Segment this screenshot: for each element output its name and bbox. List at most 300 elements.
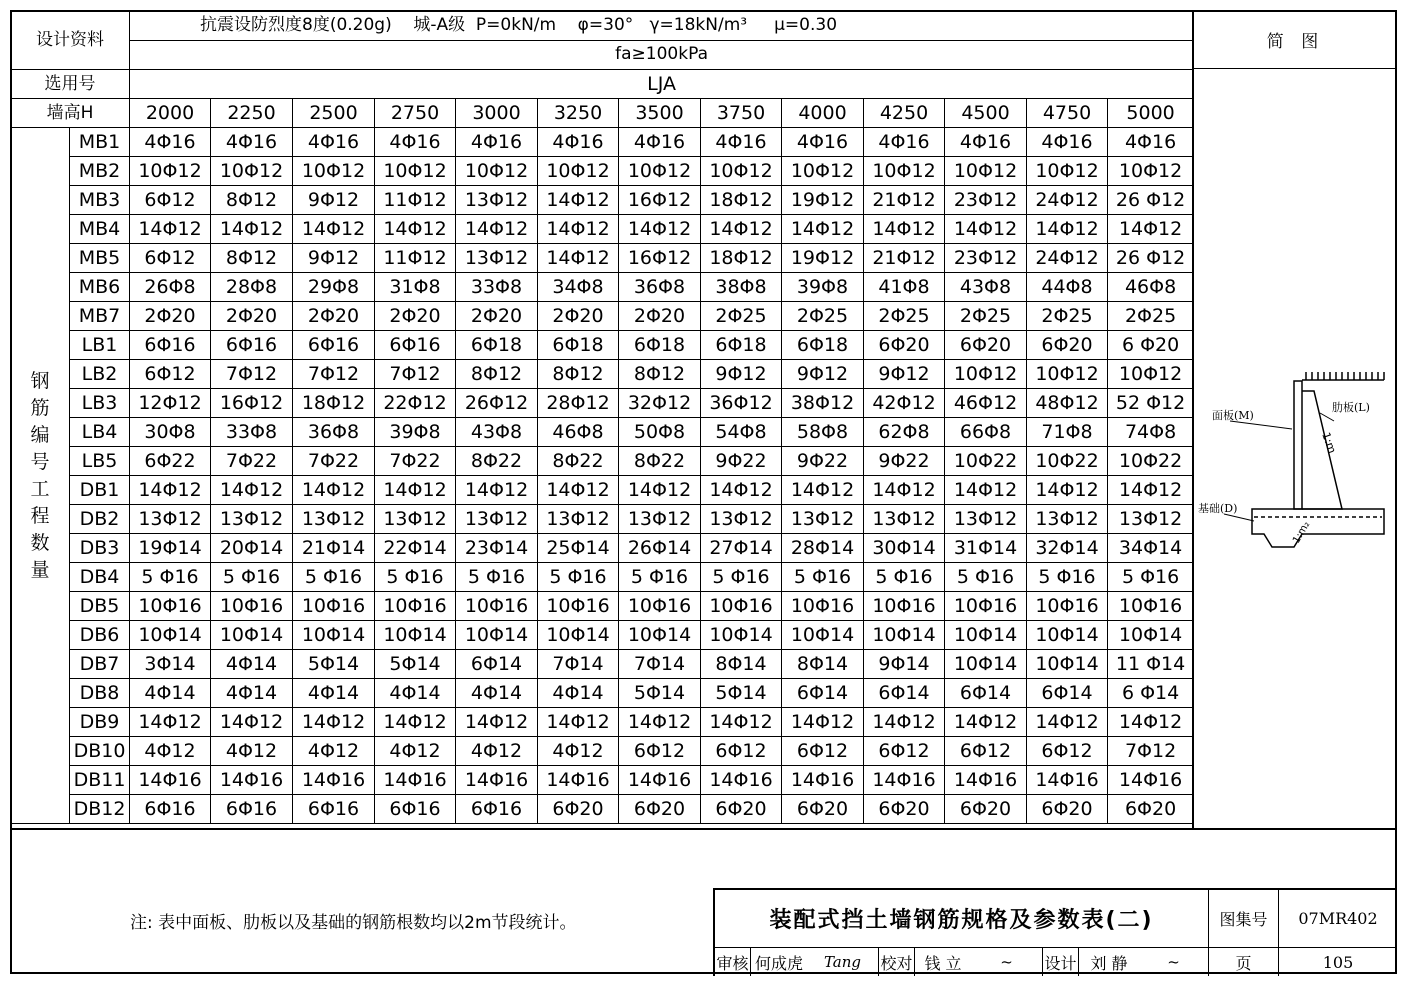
rebar-value-cell: 10Φ14 — [130, 621, 211, 650]
rebar-value-cell: 8Φ12 — [211, 186, 293, 215]
rebar-value-cell: 10Φ16 — [456, 592, 538, 621]
table-row — [11, 563, 1194, 592]
rebar-value-cell: 10Φ14 — [293, 621, 375, 650]
diagram-panel — [1192, 10, 1397, 828]
rebar-value-cell: 7Φ22 — [375, 447, 456, 476]
rebar-value-cell: 22Φ12 — [375, 389, 456, 418]
rebar-value-cell: 5 Φ16 — [211, 563, 293, 592]
rebar-value-cell: 6Φ16 — [293, 331, 375, 360]
rebar-value-cell: 48Φ12 — [1027, 389, 1108, 418]
vertical-label-char: 编 — [30, 423, 50, 446]
rebar-value-cell: 13Φ12 — [130, 505, 211, 534]
rebar-value-cell: 46Φ8 — [538, 418, 619, 447]
diagram-title: 简 图 — [1194, 10, 1397, 69]
rebar-value-cell: 6Φ20 — [701, 795, 782, 824]
rebar-value-cell: 8Φ12 — [619, 360, 701, 389]
rebar-value-cell: 14Φ16 — [130, 766, 211, 795]
rebar-value-cell: 13Φ12 — [456, 244, 538, 273]
rebar-value-cell: 2Φ25 — [1027, 302, 1108, 331]
rebar-value-cell: 10Φ12 — [375, 157, 456, 186]
rebar-value-cell: 16Φ12 — [211, 389, 293, 418]
rebar-value-cell: 39Φ8 — [375, 418, 456, 447]
rebar-value-cell: 14Φ12 — [1108, 708, 1194, 737]
table-row — [11, 505, 1194, 534]
rebar-value-cell: 6Φ12 — [130, 360, 211, 389]
rebar-value-cell: 9Φ22 — [782, 447, 864, 476]
rebar-value-cell: 6Φ12 — [130, 186, 211, 215]
rebar-value-cell: 36Φ8 — [619, 273, 701, 302]
rebar-id-cell: DB3 — [70, 534, 130, 563]
rebar-value-cell: 6Φ18 — [782, 331, 864, 360]
rebar-value-cell: 10Φ22 — [1108, 447, 1194, 476]
rebar-value-cell: 36Φ8 — [293, 418, 375, 447]
wall-height-cell: 2250 — [211, 99, 293, 128]
rebar-value-cell: 4Φ12 — [211, 737, 293, 766]
rib-label: 肋板(L) — [1332, 401, 1370, 414]
rebar-value-cell: 4Φ12 — [130, 737, 211, 766]
rebar-value-cell: 14Φ12 — [619, 708, 701, 737]
rebar-value-cell: 5 Φ16 — [619, 563, 701, 592]
rebar-quantity-vertical-label — [11, 128, 70, 824]
rebar-value-cell: 10Φ14 — [1108, 621, 1194, 650]
footnote: 注: 表中面板、肋板以及基础的钢筋根数均以2m节段统计。 — [130, 913, 577, 933]
rebar-value-cell: 14Φ12 — [782, 708, 864, 737]
rebar-value-cell: 10Φ14 — [1027, 650, 1108, 679]
rebar-value-cell: 6Φ12 — [130, 244, 211, 273]
rebar-value-cell: 3Φ14 — [130, 650, 211, 679]
rebar-value-cell: 4Φ16 — [864, 128, 945, 157]
page-label: 页 — [1209, 948, 1279, 976]
bearing-capacity: fa≥100kPa — [130, 40, 1194, 70]
rebar-value-cell: 2Φ25 — [864, 302, 945, 331]
rebar-value-cell: 10Φ12 — [945, 360, 1027, 389]
rebar-value-cell: 13Φ12 — [375, 505, 456, 534]
rebar-id-cell: MB2 — [70, 157, 130, 186]
wall-height-cell: 4000 — [782, 99, 864, 128]
wall-height-cell: 3250 — [538, 99, 619, 128]
rebar-value-cell: 25Φ14 — [538, 534, 619, 563]
rebar-value-cell: 14Φ12 — [293, 476, 375, 505]
rebar-id-cell: MB4 — [70, 215, 130, 244]
bottom-area — [10, 828, 1397, 974]
rebar-value-cell: 10Φ16 — [211, 592, 293, 621]
rebar-value-cell: 6Φ20 — [619, 795, 701, 824]
wall-height-label: 墙高H — [11, 99, 130, 128]
rebar-value-cell: 6Φ16 — [375, 331, 456, 360]
rebar-value-cell: 62Φ8 — [864, 418, 945, 447]
rebar-value-cell: 26 Φ12 — [1108, 186, 1194, 215]
atlas-number: 07MR402 — [1279, 890, 1397, 948]
rebar-value-cell: 6Φ20 — [864, 331, 945, 360]
rebar-value-cell: 4Φ16 — [375, 128, 456, 157]
rebar-value-cell: 18Φ12 — [293, 389, 375, 418]
rebar-value-cell: 14Φ12 — [538, 708, 619, 737]
rebar-value-cell: 2Φ20 — [211, 302, 293, 331]
title-block — [713, 888, 1397, 976]
rebar-value-cell: 10Φ12 — [619, 157, 701, 186]
rebar-value-cell: 6Φ22 — [130, 447, 211, 476]
rebar-value-cell: 14Φ16 — [538, 766, 619, 795]
rebar-value-cell: 14Φ12 — [375, 708, 456, 737]
rebar-value-cell: 14Φ12 — [456, 215, 538, 244]
rebar-value-cell: 4Φ16 — [456, 128, 538, 157]
rebar-value-cell: 10Φ16 — [864, 592, 945, 621]
rebar-value-cell: 6Φ14 — [864, 679, 945, 708]
rebar-id-cell: DB8 — [70, 679, 130, 708]
rebar-value-cell: 2Φ25 — [1108, 302, 1194, 331]
slope-label-base: 1:m₂ — [1291, 519, 1313, 546]
table-row — [11, 447, 1194, 476]
rebar-value-cell: 31Φ8 — [375, 273, 456, 302]
rebar-value-cell: 8Φ22 — [619, 447, 701, 476]
rebar-value-cell: 10Φ14 — [1027, 621, 1108, 650]
panel-leader — [1230, 421, 1292, 429]
rebar-value-cell: 13Φ12 — [538, 505, 619, 534]
rebar-value-cell: 5Φ14 — [619, 679, 701, 708]
table-row — [11, 708, 1194, 737]
rebar-value-cell: 38Φ8 — [701, 273, 782, 302]
rebar-value-cell: 6Φ16 — [211, 331, 293, 360]
rebar-value-cell: 13Φ12 — [945, 505, 1027, 534]
rebar-value-cell: 14Φ16 — [1027, 766, 1108, 795]
rebar-value-cell: 8Φ22 — [456, 447, 538, 476]
wall-height-cell: 3000 — [456, 99, 538, 128]
rebar-value-cell: 2Φ20 — [293, 302, 375, 331]
design-data-label: 设计资料 — [11, 11, 130, 70]
rebar-value-cell: 24Φ12 — [1027, 244, 1108, 273]
rebar-value-cell: 6Φ16 — [211, 795, 293, 824]
rebar-value-cell: 46Φ12 — [945, 389, 1027, 418]
foundation-shape — [1252, 509, 1384, 547]
rebar-value-cell: 14Φ16 — [375, 766, 456, 795]
vertical-label-char: 程 — [30, 504, 50, 527]
wall-height-cell: 2000 — [130, 99, 211, 128]
rebar-value-cell: 28Φ12 — [538, 389, 619, 418]
rebar-value-cell: 6Φ12 — [619, 737, 701, 766]
rebar-value-cell: 46Φ8 — [1108, 273, 1194, 302]
rebar-value-cell: 36Φ12 — [701, 389, 782, 418]
rebar-value-cell: 4Φ14 — [375, 679, 456, 708]
rebar-value-cell: 10Φ14 — [538, 621, 619, 650]
rebar-value-cell: 4Φ16 — [538, 128, 619, 157]
rebar-value-cell: 14Φ12 — [1027, 708, 1108, 737]
rebar-value-cell: 13Φ12 — [456, 505, 538, 534]
rebar-value-cell: 14Φ16 — [456, 766, 538, 795]
rebar-value-cell: 28Φ8 — [211, 273, 293, 302]
rebar-value-cell: 33Φ8 — [456, 273, 538, 302]
rebar-value-cell: 9Φ12 — [293, 186, 375, 215]
rebar-value-cell: 4Φ14 — [211, 679, 293, 708]
retaining-wall-diagram — [1194, 69, 1397, 829]
rebar-value-cell: 10Φ16 — [701, 592, 782, 621]
page-number: 105 — [1322, 952, 1354, 972]
rebar-value-cell: 14Φ12 — [701, 476, 782, 505]
rebar-id-cell: DB6 — [70, 621, 130, 650]
rebar-value-cell: 12Φ12 — [130, 389, 211, 418]
rebar-value-cell: 9Φ12 — [293, 244, 375, 273]
rebar-value-cell: 14Φ12 — [211, 215, 293, 244]
base-leader — [1224, 514, 1254, 521]
rebar-value-cell: 9Φ12 — [782, 360, 864, 389]
rebar-value-cell: 5 Φ16 — [945, 563, 1027, 592]
rebar-value-cell: 5 Φ16 — [375, 563, 456, 592]
rebar-value-cell: 7Φ14 — [538, 650, 619, 679]
rebar-value-cell: 10Φ14 — [945, 650, 1027, 679]
rebar-value-cell: 29Φ8 — [293, 273, 375, 302]
rebar-value-cell: 14Φ12 — [701, 708, 782, 737]
rebar-value-cell: 21Φ12 — [864, 244, 945, 273]
rebar-value-cell: 4Φ12 — [375, 737, 456, 766]
table-row — [11, 360, 1194, 389]
rebar-value-cell: 11Φ12 — [375, 186, 456, 215]
reviewer-name: 何成虎 — [754, 953, 803, 973]
table-row — [11, 331, 1194, 360]
rebar-value-cell: 14Φ12 — [293, 708, 375, 737]
check-label: 校对 — [879, 948, 915, 976]
rebar-value-cell: 14Φ12 — [456, 708, 538, 737]
rebar-value-cell: 6Φ16 — [293, 795, 375, 824]
rebar-value-cell: 10Φ12 — [945, 157, 1027, 186]
table-row — [11, 766, 1194, 795]
vertical-label-char: 量 — [30, 558, 50, 581]
rebar-value-cell: 7Φ22 — [293, 447, 375, 476]
rebar-value-cell: 10Φ16 — [619, 592, 701, 621]
rebar-value-cell: 14Φ16 — [619, 766, 701, 795]
rebar-value-cell: 5 Φ16 — [701, 563, 782, 592]
table-row — [11, 621, 1194, 650]
vertical-label-char: 钢 — [30, 369, 50, 392]
rebar-value-cell: 5 Φ16 — [782, 563, 864, 592]
rebar-value-cell: 13Φ12 — [456, 186, 538, 215]
table-row — [11, 592, 1194, 621]
slope-label-rib: 1:m — [1319, 430, 1339, 456]
ground-hatch — [1306, 372, 1384, 380]
wall-height-cell: 2500 — [293, 99, 375, 128]
rebar-value-cell: 10Φ16 — [130, 592, 211, 621]
rebar-value-cell: 5 Φ16 — [1108, 563, 1194, 592]
vertical-label-char: 筋 — [30, 396, 50, 419]
rebar-value-cell: 22Φ14 — [375, 534, 456, 563]
rebar-value-cell: 10Φ16 — [1027, 592, 1108, 621]
rebar-value-cell: 7Φ12 — [1108, 737, 1194, 766]
rebar-id-cell: MB7 — [70, 302, 130, 331]
rebar-value-cell: 6Φ14 — [782, 679, 864, 708]
rebar-value-cell: 10Φ12 — [1027, 157, 1108, 186]
rebar-value-cell: 14Φ12 — [211, 476, 293, 505]
rebar-value-cell: 6Φ20 — [864, 795, 945, 824]
rebar-value-cell: 30Φ8 — [130, 418, 211, 447]
rebar-spec-table — [10, 10, 1194, 824]
rebar-value-cell: 13Φ12 — [782, 505, 864, 534]
rebar-value-cell: 6Φ20 — [1027, 795, 1108, 824]
rebar-id-cell: DB12 — [70, 795, 130, 824]
rebar-value-cell: 14Φ16 — [701, 766, 782, 795]
table-row — [11, 476, 1194, 505]
rebar-value-cell: 52 Φ12 — [1108, 389, 1194, 418]
rebar-value-cell: 4Φ16 — [619, 128, 701, 157]
designer-name: 刘 静 — [1090, 953, 1128, 973]
rebar-value-cell: 10Φ12 — [211, 157, 293, 186]
design-label: 设计 — [1043, 948, 1079, 976]
rebar-value-cell: 6 Φ20 — [1108, 331, 1194, 360]
reviewer-signature: Tang — [807, 948, 879, 976]
rebar-value-cell: 32Φ12 — [619, 389, 701, 418]
rebar-value-cell: 21Φ14 — [293, 534, 375, 563]
checker-name: 钱 立 — [924, 953, 962, 973]
rebar-value-cell: 23Φ12 — [945, 244, 1027, 273]
rebar-value-cell: 6Φ18 — [701, 331, 782, 360]
rebar-value-cell: 10Φ16 — [538, 592, 619, 621]
rebar-value-cell: 14Φ12 — [864, 215, 945, 244]
vertical-label-char: 工 — [30, 477, 50, 500]
rebar-value-cell: 4Φ16 — [211, 128, 293, 157]
rebar-value-cell: 4Φ16 — [1108, 128, 1194, 157]
rebar-value-cell: 14Φ12 — [130, 708, 211, 737]
rebar-value-cell: 10Φ12 — [782, 157, 864, 186]
rebar-value-cell: 8Φ14 — [701, 650, 782, 679]
rebar-value-cell: 14Φ16 — [293, 766, 375, 795]
rebar-value-cell: 54Φ8 — [701, 418, 782, 447]
vertical-label-char: 号 — [30, 450, 50, 473]
face-panel-shape — [1294, 381, 1302, 509]
wall-height-cell: 3750 — [701, 99, 782, 128]
rebar-value-cell: 7Φ12 — [375, 360, 456, 389]
rebar-value-cell: 14Φ16 — [1108, 766, 1194, 795]
rebar-value-cell: 33Φ8 — [211, 418, 293, 447]
rebar-value-cell: 26Φ14 — [619, 534, 701, 563]
rib-leader — [1320, 413, 1334, 421]
rebar-value-cell: 2Φ25 — [945, 302, 1027, 331]
rebar-value-cell: 4Φ16 — [782, 128, 864, 157]
rebar-id-cell: DB11 — [70, 766, 130, 795]
rebar-value-cell: 6Φ16 — [130, 331, 211, 360]
rebar-id-cell: MB5 — [70, 244, 130, 273]
designer-signature: ~ — [1139, 948, 1209, 976]
rebar-value-cell: 6Φ14 — [1027, 679, 1108, 708]
rebar-value-cell: 13Φ12 — [211, 505, 293, 534]
rebar-value-cell: 13Φ12 — [864, 505, 945, 534]
rebar-id-cell: DB2 — [70, 505, 130, 534]
rebar-value-cell: 8Φ12 — [538, 360, 619, 389]
rebar-value-cell: 2Φ20 — [456, 302, 538, 331]
rebar-id-cell: DB10 — [70, 737, 130, 766]
wall-height-cell: 4500 — [945, 99, 1027, 128]
rebar-value-cell: 18Φ12 — [701, 244, 782, 273]
atlas-label: 图集号 — [1209, 890, 1279, 948]
rebar-value-cell: 5 Φ16 — [1027, 563, 1108, 592]
rebar-value-cell: 14Φ12 — [130, 476, 211, 505]
rebar-value-cell: 42Φ12 — [864, 389, 945, 418]
rebar-value-cell: 10Φ16 — [945, 592, 1027, 621]
rebar-value-cell: 6Φ16 — [456, 795, 538, 824]
rebar-value-cell: 14Φ12 — [130, 215, 211, 244]
rebar-value-cell: 2Φ20 — [538, 302, 619, 331]
rebar-id-cell: DB9 — [70, 708, 130, 737]
rebar-value-cell: 7Φ14 — [619, 650, 701, 679]
rebar-value-cell: 4Φ12 — [456, 737, 538, 766]
wall-height-cell: 5000 — [1108, 99, 1194, 128]
rebar-value-cell: 14Φ12 — [782, 476, 864, 505]
rebar-value-cell: 19Φ14 — [130, 534, 211, 563]
rebar-value-cell: 39Φ8 — [782, 273, 864, 302]
rebar-value-cell: 9Φ12 — [701, 360, 782, 389]
table-row — [11, 273, 1194, 302]
table-row — [11, 389, 1194, 418]
rebar-value-cell: 14Φ12 — [864, 476, 945, 505]
rebar-value-cell: 34Φ14 — [1108, 534, 1194, 563]
rebar-value-cell: 14Φ12 — [375, 476, 456, 505]
wall-height-cell: 3500 — [619, 99, 701, 128]
rebar-value-cell: 4Φ14 — [293, 679, 375, 708]
rebar-value-cell: 14Φ12 — [375, 215, 456, 244]
review-label: 审核 — [715, 948, 751, 976]
rebar-value-cell: 10Φ22 — [1027, 447, 1108, 476]
selection-value: LJA — [130, 70, 1194, 99]
rebar-value-cell: 9Φ12 — [864, 360, 945, 389]
rebar-value-cell: 14Φ12 — [782, 215, 864, 244]
rebar-value-cell: 38Φ12 — [782, 389, 864, 418]
rebar-value-cell: 66Φ8 — [945, 418, 1027, 447]
rebar-value-cell: 6Φ14 — [456, 650, 538, 679]
selection-label: 选用号 — [11, 70, 130, 99]
rebar-value-cell: 9Φ14 — [864, 650, 945, 679]
rebar-value-cell: 10Φ14 — [701, 621, 782, 650]
rebar-value-cell: 10Φ14 — [945, 621, 1027, 650]
table-row — [11, 215, 1194, 244]
rebar-id-cell: MB6 — [70, 273, 130, 302]
rebar-value-cell: 14Φ12 — [619, 476, 701, 505]
rebar-value-cell: 10Φ14 — [782, 621, 864, 650]
rebar-value-cell: 14Φ16 — [211, 766, 293, 795]
rebar-value-cell: 6Φ20 — [1027, 331, 1108, 360]
rebar-value-cell: 14Φ16 — [864, 766, 945, 795]
rebar-value-cell: 6Φ16 — [130, 795, 211, 824]
table-row — [11, 650, 1194, 679]
rebar-value-cell: 10Φ16 — [375, 592, 456, 621]
rebar-value-cell: 20Φ14 — [211, 534, 293, 563]
rebar-value-cell: 19Φ12 — [782, 244, 864, 273]
rebar-value-cell: 4Φ12 — [293, 737, 375, 766]
rebar-value-cell: 14Φ12 — [293, 215, 375, 244]
rebar-value-cell: 32Φ14 — [1027, 534, 1108, 563]
rebar-value-cell: 6Φ14 — [945, 679, 1027, 708]
rebar-value-cell: 7Φ12 — [211, 360, 293, 389]
rebar-value-cell: 10Φ12 — [701, 157, 782, 186]
rebar-value-cell: 71Φ8 — [1027, 418, 1108, 447]
rebar-value-cell: 10Φ14 — [864, 621, 945, 650]
rebar-value-cell: 6Φ18 — [456, 331, 538, 360]
table-row — [11, 128, 1194, 157]
rebar-value-cell: 9Φ22 — [701, 447, 782, 476]
rebar-value-cell: 31Φ14 — [945, 534, 1027, 563]
rebar-value-cell: 74Φ8 — [1108, 418, 1194, 447]
rebar-value-cell: 10Φ16 — [293, 592, 375, 621]
table-row — [11, 244, 1194, 273]
rebar-value-cell: 13Φ12 — [701, 505, 782, 534]
rebar-value-cell: 13Φ12 — [1108, 505, 1194, 534]
rebar-value-cell: 10Φ12 — [864, 157, 945, 186]
rebar-value-cell: 5Φ14 — [375, 650, 456, 679]
rebar-value-cell: 14Φ12 — [619, 215, 701, 244]
rebar-value-cell: 16Φ12 — [619, 186, 701, 215]
rebar-value-cell: 10Φ12 — [130, 157, 211, 186]
rebar-value-cell: 34Φ8 — [538, 273, 619, 302]
table-row — [11, 418, 1194, 447]
design-parameters: 抗震设防烈度8度(0.20g) 城-A级 P=0kN/m φ=30° γ=18kN/m³ μ=0.30 — [130, 11, 1194, 41]
rebar-value-cell: 23Φ12 — [945, 186, 1027, 215]
rebar-value-cell: 6Φ20 — [538, 795, 619, 824]
rebar-value-cell: 6Φ12 — [701, 737, 782, 766]
